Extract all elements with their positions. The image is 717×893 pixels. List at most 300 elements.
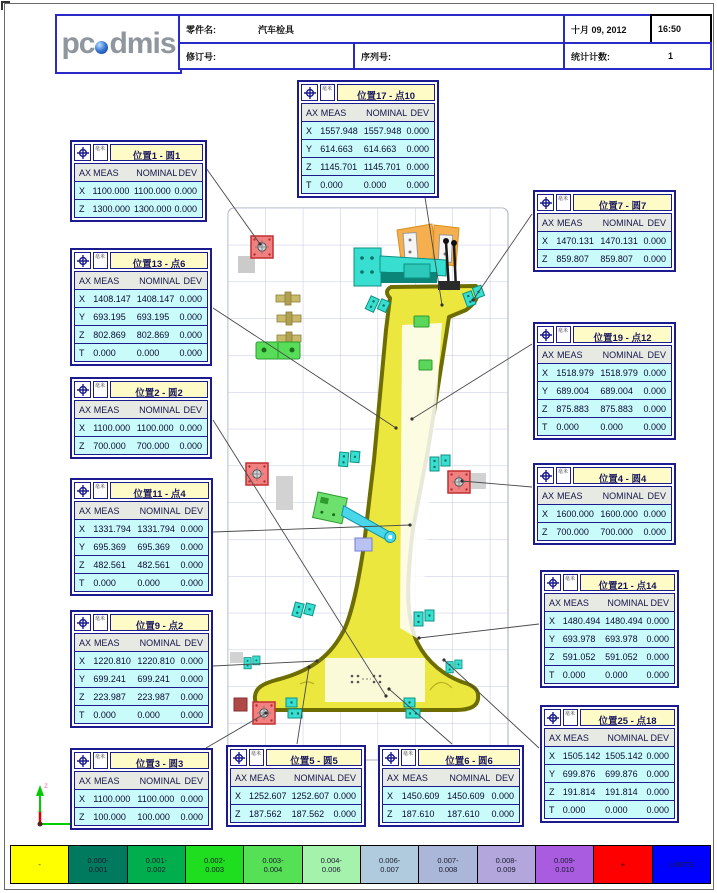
meas-value: 693.978 (562, 634, 596, 644)
feature-row-x (231, 786, 361, 804)
position-feature-icon (382, 749, 399, 766)
svg-text:z: z (44, 781, 48, 790)
col-header-nominal: NOMINAL (139, 638, 181, 648)
nominal-value: 1252.607 (291, 791, 330, 801)
meas-value: 1450.609 (401, 791, 440, 801)
nominal-value: 700.000 (136, 441, 170, 451)
feature-table-header (538, 346, 671, 363)
axis-label: Z (79, 560, 85, 570)
meas-value: 1408.147 (93, 294, 131, 304)
unit-label: 毫米 (93, 752, 108, 769)
dev-value: 0.000 (646, 805, 669, 815)
meas-value: 700.000 (556, 527, 589, 537)
axis-label: X (306, 126, 313, 136)
axis-label: Y (79, 674, 86, 684)
feature-row-y (538, 381, 671, 399)
feature-box-pos13[interactable] (70, 248, 212, 366)
unit-label: 毫米 (556, 467, 571, 484)
feature-row-t (545, 665, 674, 683)
feature-row-x (75, 181, 202, 199)
unit-label: 毫米 (93, 252, 108, 269)
col-header-nominal: NOMINAL (366, 108, 408, 118)
axis-label: Z (387, 809, 393, 819)
feature-box-pos11[interactable] (70, 478, 213, 596)
dev-value: 0.000 (180, 656, 204, 666)
legend-cell (418, 845, 477, 884)
axis-label: T (79, 348, 85, 358)
axis-label: X (542, 509, 549, 519)
col-header-dev: DEV (410, 108, 429, 118)
axis-label: X (79, 294, 86, 304)
position-feature-icon (74, 252, 91, 269)
legend-cell (185, 845, 244, 884)
feature-row-x (75, 789, 208, 807)
unit-label: 毫米 (93, 614, 108, 631)
feature-table-header (75, 634, 208, 651)
feature-box-pos4[interactable] (533, 463, 676, 545)
feature-box-title-bar (74, 614, 209, 631)
meas-value: 699.876 (562, 769, 596, 779)
dev-value: 0.000 (174, 204, 197, 214)
col-header-ax: AX (79, 506, 92, 516)
deviation-color-legend (10, 845, 711, 884)
nominal-value: 1100.000 (136, 423, 174, 433)
meas-value: 802.869 (93, 330, 126, 340)
dev-value: 0.000 (180, 812, 204, 822)
lavender-block (355, 538, 372, 551)
meas-value: 0.000 (562, 805, 586, 815)
meas-value: 1100.000 (93, 794, 131, 804)
feature-row-z (538, 522, 671, 540)
maroon-block (234, 698, 247, 711)
meas-value: 591.052 (562, 652, 596, 662)
dev-value: 0.000 (174, 186, 197, 196)
axis-label: Z (306, 162, 312, 172)
nominal-value: 699.876 (605, 769, 638, 779)
feature-box-title-bar (74, 252, 208, 269)
col-header-nominal: NOMINAL (136, 168, 178, 178)
feature-row-x (538, 363, 671, 381)
feature-table (74, 501, 209, 592)
nominal-value: 1470.131 (600, 236, 638, 246)
axis-label: Z (542, 254, 548, 264)
col-header-ax: AX (306, 108, 319, 118)
dev-value: 0.000 (646, 616, 669, 626)
meas-value: 0.000 (93, 710, 116, 720)
position-feature-icon (74, 752, 91, 769)
col-header-meas: MEAS (563, 598, 589, 608)
nominal-value: 875.883 (600, 404, 633, 414)
feature-box-title-bar (544, 574, 675, 591)
legend-range-line2: 0.008 (438, 864, 458, 874)
dev-value: 0.000 (179, 312, 202, 322)
nominal-value: 693.195 (136, 312, 170, 322)
feature-row-y (75, 307, 207, 325)
unit-label: 毫米 (93, 482, 108, 499)
nominal-value: 1408.147 (136, 294, 175, 304)
dev-value: 0.000 (179, 330, 202, 340)
axis-label: X (387, 791, 394, 801)
feature-box-title: 位置13 - 点6 (110, 252, 208, 269)
axis-label: Y (549, 769, 556, 779)
nominal-value: 1300.000 (133, 204, 172, 214)
col-header-nominal: NOMINAL (139, 776, 181, 786)
feature-row-y (545, 764, 674, 782)
meas-value: 0.000 (562, 670, 586, 680)
axis-label: X (79, 524, 86, 534)
axis-label: Z (235, 809, 241, 819)
stats-label: 统计计数: (571, 51, 610, 62)
col-header-dev: DEV (178, 168, 198, 178)
legend-range-line1: 0.002- (204, 855, 226, 865)
meas-value: 1220.810 (93, 656, 131, 666)
nominal-value: 859.807 (600, 254, 633, 264)
feature-row-z (231, 804, 361, 822)
legend-range-line1: 0.001- (145, 855, 167, 865)
dev-value: 0.000 (646, 769, 669, 779)
feature-table (382, 768, 520, 823)
col-header-ax: AX (542, 491, 555, 501)
dev-value: 0.000 (406, 126, 429, 136)
feature-box-title: 位置17 - 点10 (337, 84, 435, 101)
nominal-value: 693.978 (605, 634, 638, 644)
unit-label: 毫米 (563, 574, 578, 591)
axis-label: X (79, 423, 86, 433)
unit-label: 毫米 (556, 194, 571, 211)
feature-table-header (538, 487, 671, 504)
dev-value: 0.000 (646, 670, 669, 680)
axis-label: Y (306, 144, 313, 154)
feature-table (537, 486, 672, 541)
col-header-dev: DEV (183, 405, 202, 415)
feature-box-title: 位置6 - 圆6 (418, 749, 520, 766)
axis-label: X (549, 751, 556, 761)
legend-cell (593, 845, 652, 884)
position-feature-icon (537, 326, 554, 343)
feature-row-y (75, 537, 208, 555)
meas-value: 191.814 (562, 787, 596, 797)
feature-box-pos6[interactable] (378, 745, 524, 827)
feature-box-title: 位置7 - 圆7 (573, 194, 672, 211)
col-header-dev: DEV (647, 218, 666, 228)
dev-value: 0.000 (643, 368, 667, 378)
nominal-value: 0.000 (137, 710, 160, 720)
col-header-meas: MEAS (563, 733, 589, 743)
axis-label: Z (79, 692, 85, 702)
legend-range-line1: 0.009- (553, 855, 576, 865)
col-header-dev: DEV (650, 733, 669, 743)
legend-range-line2: 0.006 (321, 864, 341, 874)
feature-table-header (545, 594, 674, 611)
feature-row-x (545, 746, 674, 764)
nominal-value: 1600.000 (600, 509, 638, 519)
meas-value: 1557.948 (320, 126, 358, 136)
meas-value: 223.987 (93, 692, 126, 702)
meas-value: 614.663 (320, 144, 353, 154)
meas-value: 0.000 (93, 348, 116, 358)
feature-box-title-bar (230, 749, 362, 766)
col-header-ax: AX (79, 405, 92, 415)
dev-value: 0.000 (406, 180, 429, 190)
feature-row-t (545, 800, 674, 818)
dev-value: 0.000 (180, 542, 204, 552)
nominal-value: 0.000 (600, 422, 623, 432)
col-header-nominal: NOMINAL (293, 773, 335, 783)
feature-row-x (538, 231, 671, 249)
axis-label: Y (79, 542, 86, 552)
col-header-meas: MEAS (93, 638, 120, 648)
col-header-nominal: NOMINAL (602, 218, 644, 228)
meas-value: 695.369 (93, 542, 126, 552)
legend-range-line1: 0.004- (320, 855, 342, 865)
feature-box-pos19[interactable] (533, 322, 676, 440)
position-feature-icon (74, 614, 91, 631)
dev-value: 0.000 (643, 386, 667, 396)
col-header-ax: AX (79, 276, 92, 286)
col-header-meas: MEAS (402, 773, 428, 783)
col-header-meas: MEAS (93, 776, 120, 786)
feature-row-z (75, 555, 208, 573)
axis-label: T (79, 578, 85, 588)
axis-label: X (79, 794, 86, 804)
axis-label: X (542, 368, 549, 378)
feature-row-x (75, 289, 207, 307)
axis-label: Z (542, 527, 548, 537)
revision-label: 修订号: (186, 51, 216, 62)
feature-box-title-bar (537, 326, 672, 343)
meas-value: 1505.142 (562, 751, 601, 761)
feature-table (230, 768, 362, 823)
dev-value: 0.000 (180, 524, 204, 534)
feature-box-pos17[interactable] (297, 80, 439, 198)
feature-table (74, 400, 208, 455)
nominal-value: 1331.794 (137, 524, 175, 534)
nominal-value: 700.000 (600, 527, 633, 537)
axis-label: T (549, 805, 555, 815)
meas-value: 1252.607 (248, 791, 287, 801)
gray-block (230, 652, 243, 663)
axis-label: X (79, 656, 86, 666)
logo-pc: pc (61, 27, 95, 60)
meas-value: 700.000 (93, 441, 126, 451)
feature-box-title-bar (537, 467, 672, 484)
feature-row-x (75, 418, 207, 436)
nominal-value: 689.004 (600, 386, 633, 396)
time-value: 16:50 (658, 24, 682, 34)
meas-value: 0.000 (93, 578, 116, 588)
feature-table-header (75, 502, 208, 519)
axis-label: Z (79, 204, 85, 214)
feature-box-title: 位置25 - 点18 (580, 709, 675, 726)
axis-label: X (549, 616, 556, 626)
feature-box-pos2[interactable] (70, 377, 212, 459)
col-header-dev: DEV (337, 773, 356, 783)
col-header-ax: AX (79, 168, 92, 178)
feature-table (74, 771, 209, 826)
col-header-nominal: NOMINAL (139, 276, 181, 286)
position-feature-icon (544, 709, 561, 726)
date-value: 十月 09, 2012 (571, 24, 627, 35)
dev-value: 0.000 (333, 791, 356, 801)
dev-value: 0.000 (643, 527, 667, 537)
col-header-dev: DEV (647, 491, 666, 501)
col-header-nominal: NOMINAL (602, 350, 644, 360)
nominal-value: 1557.948 (363, 126, 402, 136)
col-header-meas: MEAS (320, 108, 347, 118)
feature-box-title: 位置1 - 圆1 (110, 144, 203, 161)
gray-block (276, 476, 293, 510)
dev-value: 0.000 (180, 710, 204, 720)
col-header-meas: MEAS (249, 773, 276, 783)
feature-box-title: 位置9 - 点2 (110, 614, 209, 631)
legend-range-line1: LIMITS (669, 860, 694, 869)
col-header-meas: MEAS (93, 276, 120, 286)
axis-label: Z (549, 652, 555, 662)
axis-label: T (306, 180, 312, 190)
feature-table-header (545, 729, 674, 746)
legend-range-line2: 0.007 (380, 864, 400, 874)
legend-range-line1: + (620, 860, 626, 869)
col-header-ax: AX (549, 733, 562, 743)
feature-row-x (302, 121, 434, 139)
legend-range-line1: 0.006- (378, 855, 401, 865)
feature-row-z (75, 436, 207, 454)
feature-box-pos9[interactable] (70, 610, 213, 728)
feature-row-z (302, 157, 434, 175)
feature-box-title-bar (74, 752, 209, 769)
nominal-value: 0.000 (605, 805, 628, 815)
legend-range-line2: 0.002 (146, 864, 166, 874)
feature-table (74, 271, 208, 362)
dev-value: 0.000 (643, 236, 667, 246)
feature-row-z (538, 399, 671, 417)
meas-value: 1145.701 (320, 162, 358, 172)
feature-row-x (545, 611, 674, 629)
position-feature-icon (74, 144, 91, 161)
part-base-window (325, 658, 425, 702)
feature-box-pos7[interactable] (533, 190, 676, 272)
feature-row-z (383, 804, 519, 822)
meas-value: 1300.000 (92, 204, 131, 214)
feature-box-title-bar (74, 144, 203, 161)
col-header-nominal: NOMINAL (139, 405, 181, 415)
dev-value: 0.000 (180, 560, 204, 570)
legend-range-line1: 0.000- (87, 855, 109, 865)
legend-range-line2: 0.009 (496, 864, 516, 874)
legend-range-line2: 0.003 (205, 864, 225, 874)
nominal-value: 1100.000 (137, 794, 175, 804)
axis-label: X (542, 236, 549, 246)
meas-value: 1480.494 (562, 616, 601, 626)
nominal-value: 1450.609 (447, 791, 485, 801)
dev-value: 0.000 (180, 578, 204, 588)
feature-row-t (75, 573, 208, 591)
col-header-nominal: NOMINAL (607, 598, 649, 608)
nominal-value: 1220.810 (137, 656, 175, 666)
legend-cell (652, 845, 711, 884)
feature-box-title-bar (537, 194, 672, 211)
meas-value: 699.241 (93, 674, 126, 684)
feature-table (537, 345, 672, 436)
dev-value: 0.000 (180, 692, 204, 702)
red-locator-pad (253, 702, 275, 724)
feature-box-title-bar (301, 84, 435, 101)
feature-box-pos21[interactable] (540, 570, 679, 688)
nominal-value: 100.000 (137, 812, 170, 822)
axis-label: X (235, 791, 242, 801)
dev-value: 0.000 (646, 751, 669, 761)
nominal-value: 614.663 (363, 144, 397, 154)
col-header-dev: DEV (184, 638, 203, 648)
feature-box-pos5[interactable] (226, 745, 366, 827)
col-header-meas: MEAS (556, 218, 583, 228)
feature-table (74, 163, 203, 218)
part-name-value: 汽车检具 (258, 24, 295, 35)
axis-label: Z (549, 787, 555, 797)
feature-table (74, 633, 209, 724)
feature-table-header (302, 104, 434, 121)
dev-value: 0.000 (491, 791, 514, 801)
col-header-meas: MEAS (93, 506, 120, 516)
unit-label: 毫米 (320, 84, 335, 101)
feature-row-z (75, 199, 202, 217)
nominal-value: 223.987 (137, 692, 170, 702)
meas-value: 0.000 (556, 422, 579, 432)
nominal-value: 802.869 (136, 330, 170, 340)
stats-value: 1 (668, 51, 674, 61)
feature-row-y (302, 139, 434, 157)
col-header-meas: MEAS (93, 405, 120, 415)
feature-row-t (75, 343, 207, 361)
meas-value: 875.883 (556, 404, 589, 414)
feature-row-z (545, 782, 674, 800)
axis-label: T (79, 710, 85, 720)
feature-row-x (75, 651, 208, 669)
feature-row-t (75, 705, 208, 723)
legend-range-line2: 0.010 (555, 864, 574, 874)
legend-range-line2: 0.001 (88, 864, 108, 874)
meas-value: 187.562 (248, 809, 282, 819)
axis-label: X (79, 186, 86, 196)
col-header-ax: AX (79, 638, 92, 648)
feature-box-pos25[interactable] (540, 705, 679, 823)
nominal-value: 699.241 (137, 674, 170, 684)
feature-box-title: 位置5 - 圆5 (266, 749, 362, 766)
serial-label: 序列号: (361, 51, 391, 62)
col-header-meas: MEAS (556, 491, 583, 501)
position-feature-icon (230, 749, 247, 766)
part-name-label: 零件名: (186, 24, 216, 35)
meas-value: 482.561 (93, 560, 126, 570)
feature-box-title: 位置2 - 圆2 (110, 381, 208, 398)
gray-block (471, 473, 486, 489)
meas-value: 1600.000 (556, 509, 594, 519)
unit-label: 毫米 (401, 749, 416, 766)
axis-label: Z (79, 812, 85, 822)
meas-value: 859.807 (556, 254, 589, 264)
col-header-ax: AX (549, 598, 562, 608)
feature-box-pos1[interactable] (70, 140, 207, 222)
legend-range-line1: - (38, 860, 41, 869)
feature-row-t (538, 417, 671, 435)
feature-table-header (75, 401, 207, 418)
feature-row-z (75, 325, 207, 343)
meas-value: 1100.000 (92, 186, 130, 196)
axis-label: Z (79, 330, 85, 340)
dev-value: 0.000 (643, 422, 667, 432)
feature-box-pos3[interactable] (70, 748, 213, 830)
green-pad (414, 316, 429, 327)
